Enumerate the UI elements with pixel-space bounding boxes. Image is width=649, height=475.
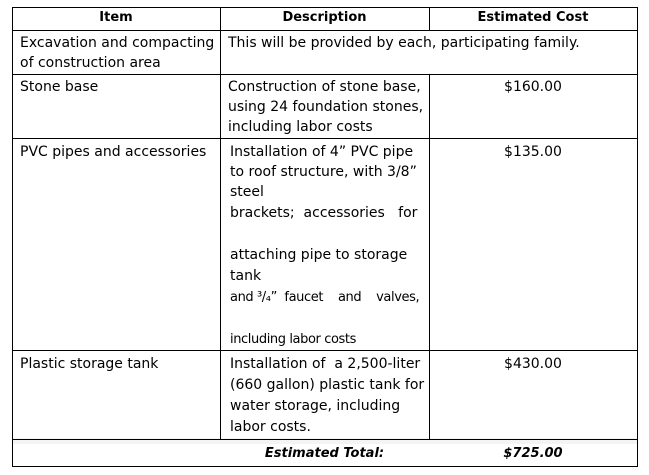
estimated-total-value: $725.00 [503,446,563,461]
row2-cost: $160.00 [504,79,562,95]
table-bottom-border [12,466,638,467]
row1-item-line1: Excavation and compacting [20,35,215,51]
row3-cost: $135.00 [504,144,562,160]
row3-description-line7: tank [230,268,262,284]
row2-description-line1: Construction of stone base, [228,79,421,95]
row3-description-line8: and ³/₄” faucet and valves, [230,290,420,305]
row1-bottom-border [12,74,638,75]
row3-description-line2: to roof structure, with 3/8” [230,164,417,180]
table-right-border [637,7,638,467]
row3-description-line6: attaching pipe to storage [230,247,408,263]
column-divider-2-lower [429,74,430,439]
estimated-total-label: Estimated Total: [264,446,385,461]
table-left-border [12,7,13,467]
row4-description-line2: (660 gallon) plastic tank for [230,377,425,393]
row2-item: Stone base [20,79,99,95]
row4-description-line4: labor costs. [230,419,311,435]
row2-description-line3: including labor costs [228,119,373,135]
total-top-border [12,439,638,440]
row3-item: PVC pipes and accessories [20,144,207,160]
row4-cost: $430.00 [504,356,562,372]
column-divider-1 [220,7,221,439]
row2-description-line2: using 24 foundation stones, [228,99,424,115]
row4-description-line1: Installation of a 2,500-liter [230,356,421,372]
row3-description-line10: including labor costs [230,332,356,347]
row2-bottom-border [12,138,638,139]
row1-item-line2: of construction area [20,55,161,71]
header-item: Item [99,10,133,25]
row4-item: Plastic storage tank [20,356,159,372]
table-top-border [12,7,638,8]
header-description: Description [282,10,367,25]
row3-description-line3: steel [230,184,264,200]
row3-description-line4: brackets; accessories for [230,205,418,221]
row3-bottom-border [12,350,638,351]
header-estimated-cost: Estimated Cost [477,10,589,25]
row4-description-line3: water storage, including [230,398,401,414]
header-bottom-border [12,30,638,31]
row3-description-line1: Installation of 4” PVC pipe [230,144,414,160]
row1-description: This will be provided by each, participating family. [228,35,580,51]
